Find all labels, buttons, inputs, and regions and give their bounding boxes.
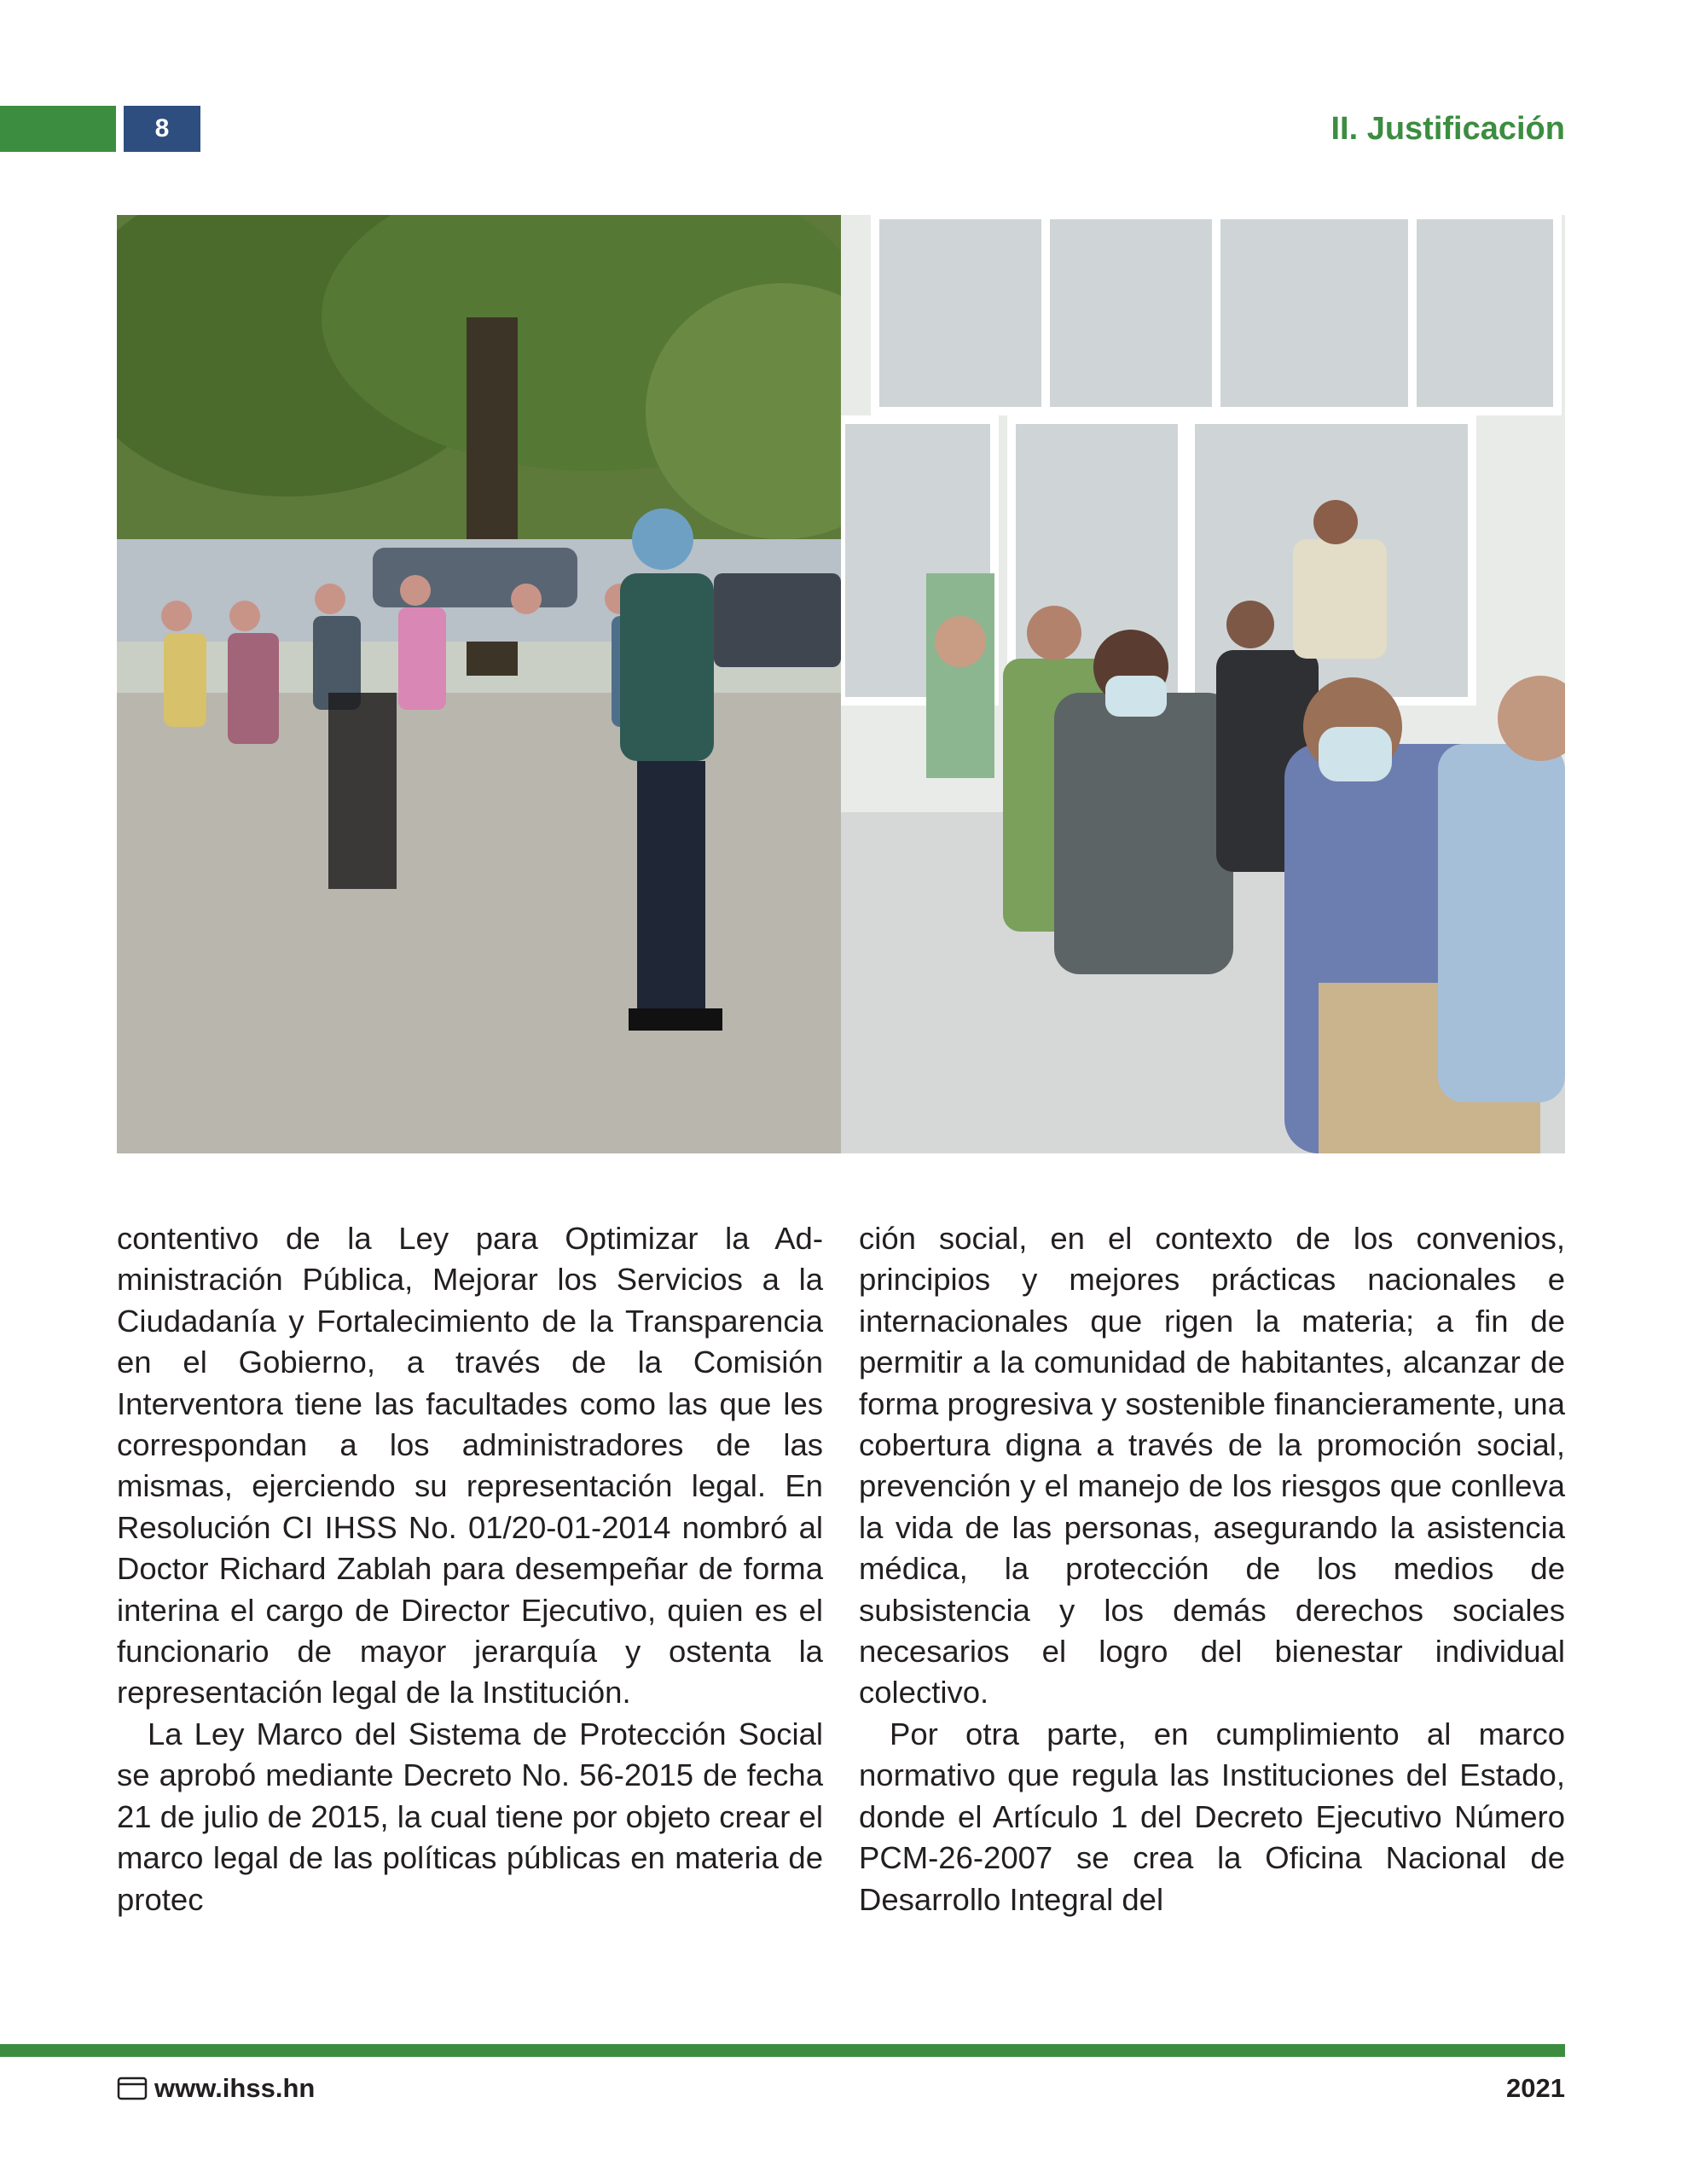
header-green-bar	[0, 106, 116, 152]
text-column-left	[117, 1218, 823, 1920]
outdoor-meeting-image	[117, 215, 841, 1153]
footer-year: 2021	[1506, 2073, 1565, 2103]
body-text	[117, 1218, 1565, 1920]
indoor-meeting-image	[841, 215, 1565, 1153]
indoor-meeting-photo	[841, 215, 1565, 1153]
photo-strip	[117, 215, 1565, 1153]
page-number: 8	[124, 106, 200, 152]
website-link[interactable]: www.ihss.hn	[154, 2073, 316, 2103]
paragraph: La Ley Marco del Sistema de Protección Social se aprobó mediante Decreto No. 56-2015 de fecha 21 de julio de 2015, la cual tiene por objeto crear el marco legal de las políticas públicas en materia de protec	[117, 1716, 823, 1917]
browser-window-icon	[117, 2076, 148, 2101]
paragraph: contentivo de la Ley para Optimizar la Administración Pública, Mejorar los Servicios a la Ciudadanía y Fortalecimiento de la Transparencia en el Gobierno, a través de la Comisión Interventora tiene las facultades como las que les correspondan a los administradores de las mismas, ejerciendo su representación legal. En Resolución CI IHSS No. 01/20-01-2014 nombró al Doctor Richard Zablah para desempeñar de forma interina el cargo de Director Ejecutivo, quien es el funcionario de mayor jerarquía y ostenta la representación legal de la Institución.	[117, 1221, 823, 1711]
section-title: II. Justificación	[1330, 111, 1565, 147]
paragraph: ción social, en el contexto de los convenios, principios y mejores prácticas nacionales e internacionales que rigen la materia; a fin de permitir a la comunidad de habitantes, alcanzar de forma progresiva y sostenible financieramente, una cobertura digna a través de la promoción social, prevención y el manejo de los riesgos que conlleva la vida de las personas, asegurando la asistencia médica, la protección de los medios de subsistencia y los demás derechos sociales necesarios el logro del bienestar individual colectivo.	[859, 1221, 1565, 1711]
footer-website[interactable]	[117, 2071, 315, 2106]
text-column-right	[859, 1218, 1565, 1920]
paragraph: Por otra parte, en cumplimiento al marco normativo que regula las Instituciones del Estado, donde el Artículo 1 del Decreto Ejecutivo Número PCM-26-2007 se crea la Oficina Nacional de Desarrollo Integral del	[859, 1716, 1565, 1917]
outdoor-meeting-photo	[117, 215, 841, 1153]
footer-green-line	[0, 2044, 1565, 2057]
